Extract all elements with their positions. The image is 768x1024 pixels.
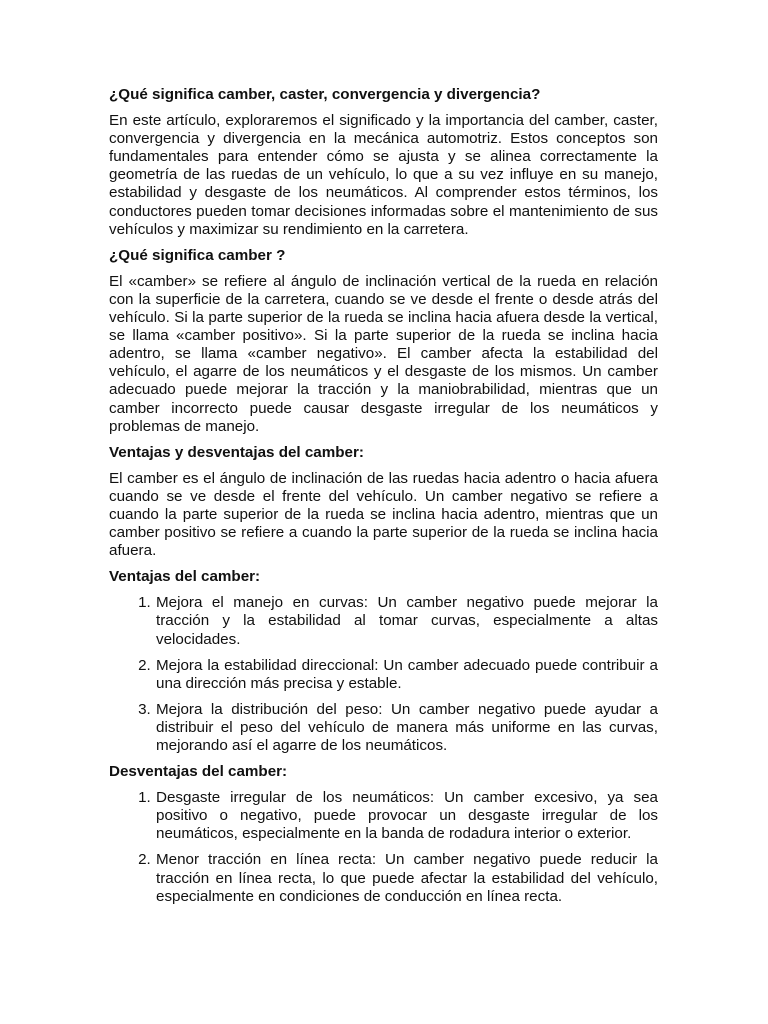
list-item: 2. Mejora la estabilidad direccional: Un camber adecuado puede contribuir a una dirección más precisa y estable. (155, 657, 658, 693)
disadvantages-list (109, 789, 658, 906)
intro-paragraph: En este artículo, exploraremos el significado y la importancia del camber, caster, convergencia y divergencia en la mecánica automotriz. Estos conceptos son fundamentales para entender cómo se ajusta y se alinea correctamente la geometría de las ruedas de un vehículo, lo que a su vez influye en su manejo, estabilidad y desgaste de los neumáticos. Al comprender estos términos, los conductores pueden tomar decisiones informadas sobre el mantenimiento de sus vehículos y maximizar su rendimiento en la carretera. (109, 112, 658, 238)
section-heading-advantages: Ventajas del camber: (109, 568, 261, 586)
advantages-list (109, 594, 658, 755)
document-page (109, 86, 658, 914)
section-heading-pros-cons: Ventajas y desventajas del camber: (109, 443, 364, 461)
section-heading-camber: ¿Qué significa camber ? (109, 246, 286, 264)
list-item: 1. Mejora el manejo en curvas: Un camber negativo puede mejorar la tracción y la estabilidad al tomar curvas, especialmente a altas velocidades. (155, 594, 658, 648)
pros-cons-intro-paragraph: El camber es el ángulo de inclinación de las ruedas hacia adentro o hacia afuera cuando se ve desde el frente del vehículo. Un camber negativo se refiere a cuando la parte superior de la rueda se inclina hacia adentro, mientras que un camber positivo se refiere a cuando la parte superior de la rueda se inclina hacia afuera. (109, 469, 658, 560)
list-item: 1. Desgaste irregular de los neumáticos: Un camber excesivo, ya sea positivo o negativo, puede provocar un desgaste irregular de los neumáticos, especialmente en la banda de rodadura interior o exterior. (155, 789, 658, 843)
section-heading-disadvantages: Desventajas del camber: (109, 763, 288, 781)
list-item: 3. Mejora la distribución del peso: Un camber negativo puede ayudar a distribuir el peso del vehículo de manera más uniforme en las curvas, mejorando así el agarre de los neumáticos. (155, 701, 658, 755)
section-heading-main: ¿Qué significa camber, caster, convergencia y divergencia? (109, 86, 541, 103)
list-item: 2. Menor tracción en línea recta: Un camber negativo puede reducir la tracción en línea recta, lo que puede afectar la estabilidad del vehículo, especialmente en condiciones de conducción en línea recta. (155, 851, 658, 905)
camber-definition-paragraph: El «camber» se refiere al ángulo de inclinación vertical de la rueda en relación con la superficie de la carretera, cuando se ve desde el frente o desde atrás del vehículo. Si la parte superior de la rueda se inclina hacia afuera desde la vertical, se llama «camber positivo». Si la parte superior de la rueda se inclina hacia adentro, se llama «camber negativo». El camber afecta la estabilidad del vehículo, el agarre de los neumáticos y el desgaste de los mismos. Un camber adecuado puede mejorar la tracción y la maniobrabilidad, mientras que un camber incorrecto puede causar desgaste irregular de los neumáticos y problemas de manejo. (109, 272, 658, 435)
